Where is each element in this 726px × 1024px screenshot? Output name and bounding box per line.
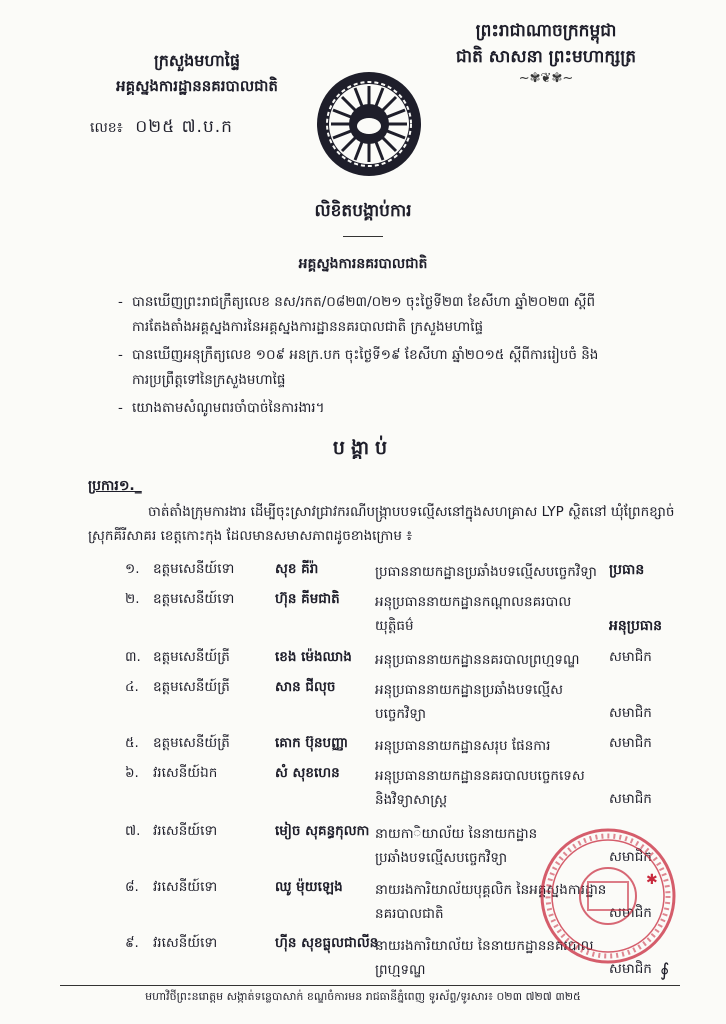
member-row: ៤. ឧត្តមសេនីយ៍ត្រី សាន ជីលុច អនុប្រធាននាយកដ្ឋានប្រឆាំងបទល្មើស បច្ចេកវិទ្យា សមាជិក: [125, 679, 652, 722]
ministry-header: [82, 48, 312, 98]
article-label: ប្រការ១._: [88, 478, 142, 494]
member-row: ៨. វរសេនីយ៍ទោ ឈូ ម៉ុយឡេង នាយរងការិយាល័យបុគ្គលិក នៃអគ្គស្នងការដ្ឋាន នគរបាលជាតិ សមាជិក: [125, 879, 652, 922]
reference-number: [90, 116, 233, 141]
citation-line: - បានឃើញព្រះរាជក្រឹត្យលេខ នស/រកត/០៨២៣/០២១ ចុះថ្ងៃទី២៣ ខែសីហា ឆ្នាំ២០២៣ ស្តីពី: [118, 294, 596, 310]
reference-value: ០២៥ ៧.ប.ក: [135, 117, 233, 137]
member-row: ២. ឧត្តមសេនីយ៍ទោ ហ៊ុន គីមជាតិ អនុប្រធាននាយកដ្ឋានកណ្តាលនគរបាល យុត្តិធម៌ អនុប្រធាន: [125, 591, 663, 634]
citation-line: ការប្រព្រឹត្តទៅនៃក្រសួងមហាផ្ទៃ: [132, 372, 286, 388]
citation-line: - បានឃើញអនុក្រឹត្យលេខ ១០៩ អនក្រ.បក ចុះថ្ងៃទី១៩ ខែសីហា ឆ្នាំ២០១៥ ស្តីពីការរៀបចំ និង: [118, 347, 599, 363]
document-title: លិខិតបង្គាប់ការ: [314, 201, 412, 221]
svg-text:✱: ✱: [646, 872, 658, 888]
member-row: ៣. ឧត្តមសេនីយ៍ត្រី ខេង ម៉េងឈាង អនុប្រធាននាយកដ្ឋាននគរបាលព្រហ្មទណ្ឌ សមាជិក: [125, 649, 652, 668]
reference-label: លេខ៖: [90, 120, 123, 136]
police-emblem-icon: [315, 70, 423, 178]
member-row: ១. ឧត្តមសេនីយ៍ទោ សុខ គីរ៉ា ប្រធាននាយកដ្ឋានប្រឆាំងបទល្មើសបច្ចេកវិទ្យា ប្រធាន: [125, 561, 645, 580]
citation-line: - យោងតាមសំណូមពរចាំបាច់នៃការងារ។: [118, 400, 325, 416]
member-row: ៦. វរសេនីយ៍ឯក សំ សុខហេន អនុប្រធាននាយកដ្ឋាននគរបាលបច្ចេកទេស និងវិទ្យាសាស្ត្រ សមាជិក: [125, 765, 652, 808]
signature-mark-icon: ∮: [660, 960, 670, 981]
article-text: ចាត់តាំងក្រុមការងារ ដើម្បីចុះស្រាវជ្រាវករណីបង្ក្រាបបទល្មើសនៅក្នុងសហគ្រាស LYP ស្ថិតនៅ ឃុំព្រែកខ្សាច់ ស្រុកគីរីសាគរ ខេត្តកោះកុង ដែលមានសមាសភាពដូចខាងក្រោម ៖: [88, 504, 675, 544]
footer-address: មហាវិថីព្រះនរោត្តម សង្កាត់ទន្លេបាសាក់ ខណ្ឌចំការមន រាជធានីភ្នំពេញ ទូរស័ព្ទ/ទូរសារ៖ ០២៣ ៧២៧ ៣២៥: [145, 990, 581, 1003]
member-row: ៧. វរសេនីយ៍ទោ មៀច សុគន្ធកុលកា នាយកាិយាល័យ នៃនាយកដ្ឋាន ប្រឆាំងបទល្មើសបច្ចេកវិទ្យា សមាជិក: [125, 823, 652, 866]
kingdom-header: [436, 18, 656, 88]
national-motto: ជាតិ សាសនា ព្រះមហាក្សត្រ: [455, 47, 637, 67]
title-divider: [343, 236, 383, 237]
official-seal-icon: [538, 826, 678, 966]
citation-line: ការតែងតាំងអគ្គស្នងការនៃអគ្គស្នងការដ្ឋាននគរបាលជាតិ ក្រសួងមហាផ្ទៃ: [132, 319, 484, 335]
member-row: ៥. ឧត្តមសេនីយ៍ត្រី គោក ប៊ុនបញ្ញា អនុប្រធាននាយកដ្ឋានសរុប ផែនការ សមាជិក: [125, 735, 652, 754]
ornament-icon: ~✾❦✾~: [518, 71, 574, 86]
footer-divider: [60, 985, 680, 986]
decision-heading: បង្គាប់: [332, 437, 394, 459]
ministry-name: ក្រសួងមហាផ្ទៃ: [153, 51, 240, 70]
kingdom-name: ព្រះរាជាណាចក្រកម្ពុជា: [475, 21, 617, 41]
department-name: អគ្គស្នងការដ្ឋាននគរបាលជាតិ: [116, 77, 278, 95]
member-row: ៩. វរសេនីយ៍ទោ ហ៊ីន សុខធ្លុលជាលីន នាយរងការិយាល័យ នៃនាយកដ្ឋាននគរបាល ព្រហ្មទណ្ឌ សមាជិក: [125, 935, 652, 978]
issuer-title: អគ្គស្នងការនគរបាលជាតិ: [298, 256, 428, 272]
